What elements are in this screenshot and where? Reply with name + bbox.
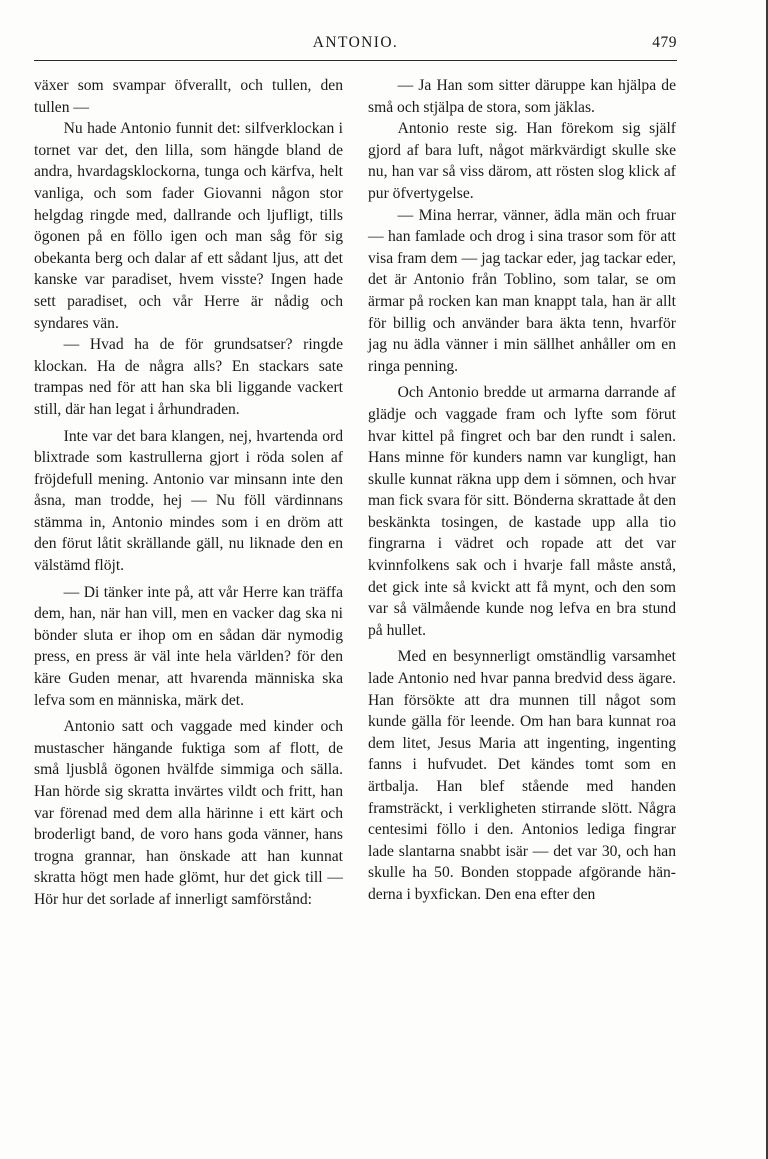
paragraph: — Di tänker inte på, att vår Herre kan träffa dem, han, när han vill, men en vacker dag ska ni bönder sluta er ihop om en sådan där nymodig press, en press är väl inte hela världen? för den käre Guden menar, att hvarenda människa ska lefva som en människa, märk det.: [34, 583, 343, 709]
paragraph: Antonio satt och vaggade med kinder och mustascher hängande fuktiga som af flott, de små ljusblå ögonen hvälfde simmiga och sälla. Han hörde sig skratta invärtes vildt och fritt, han var förenad med dem alla härinne i ett kärt och broderligt band, de voro hans goda vänner, hans trogna grannar, han önskade att han kunnat skratta högt men hade glömt, hur det gick till — Hör hur det sorlade af innerligt samförstånd:: [34, 718, 343, 908]
paragraph: Inte var det bara klangen, nej, hvartenda ord blixtrade som kastrullerna gjort i röda solen af fröjdefull mening. Antonio var minsann inte den åsna, man trodde, hej — Nu föll värdinnans stämma in, Antonio mindes som i en dröm att den förut låtit skrällande gäll, nu liknade den en välstämd flöjt.: [34, 427, 343, 575]
page-number: 479: [652, 34, 677, 51]
paragraph: Antonio reste sig. Han förekom sig själf gjord af bara luft, något märkvärdigt skulle ske nu, han var så viss därom, att rösten slog klick af pur öfvertygelse.: [368, 120, 676, 202]
paragraph: — Mina herrar, vänner, ädla män och fruar — han famlade och drog i sina trasor som för att visa fram dem — jag tackar eder, jag tackar eder, det är Antonio från Toblino, som talar, se om ärmar på rocken kan man knappt tala, han är allt för billig och använder bara äkta tenn, hvarför jag nu ädla vänner i min sällhet anhåller om en ringa penning.: [368, 206, 676, 375]
paragraph: Med en besynnerligt omständlig varsamhet lade Antonio ned hvar panna bredvid dess ägare. Han försökte att dra munnen till något som kunde gälla för leende. Om han bara kunnat roa dem litet, Jesus Maria att ingenting, ingenting fanns i hufvudet. Det kändes tomt som en ärtbalja. Han blef stående med handen framsträckt, i verkligheten stirrande slött. Några centesimi föllo i den. Antonios lediga fingrar lade slantarna snabbt isär — det var 30, och han skulle ha 50. Bonden stoppade afgörande händerna i byxfickan. Den ena efter den: [368, 648, 676, 903]
paragraph: Nu hade Antonio funnit det: silfverklockan i tornet var det, den lilla, som hängde bland de andra, hvardagsklockorna, tunga och kärfva, helt vanliga, och som fader Giovanni någon stor helgdag ringde med, dallrande och ljufligt, tills ögonen på en föllo igen och man såg för sig obekanta berg och dalar af ett sådant ljus, att det kanske var paradiset, hvem visste? Ingen hade sett paradiset, och vår Herre är nådig och syndares vän.: [34, 120, 343, 332]
paragraph: — Ja Han som sitter däruppe kan hjälpa de små och stjälpa de stora, som jäklas.: [368, 77, 676, 116]
running-title: ANTONIO.: [312, 34, 399, 51]
left-column: [34, 75, 343, 911]
page-header: [34, 34, 677, 56]
paragraph: — Hvad ha de för grundsatser? ringde klockan. Ha de några alls? En stackars sate trampas ned för att han ska bli liggande vackert still, där han legat i århundraden.: [34, 336, 343, 418]
header-rule: [34, 60, 677, 61]
paragraph: växer som svampar öfverallt, och tullen, den tullen —: [34, 77, 343, 116]
paragraph: Och Antonio bredde ut armarna darrande af glädje och vaggade fram och lyfte som förut hvar kittel på fingret och bar den rundt i salen. Hans minne för kunders namn var kungligt, han skulle kunnat räkna upp dem i sömnen, och hvar man fick svara för sitt. Bönderna skrattade åt den beskänkta tosingen, de kastade upp alla tio fingrarna i vädret och ropade att det var kvinnfolkens sak och i hvarje fall måste anstå, det gick inte så kvickt att få mynt, och den som var så välmående kunde nog lefva en bra stund på hullet.: [368, 384, 676, 639]
right-column: [368, 75, 676, 906]
